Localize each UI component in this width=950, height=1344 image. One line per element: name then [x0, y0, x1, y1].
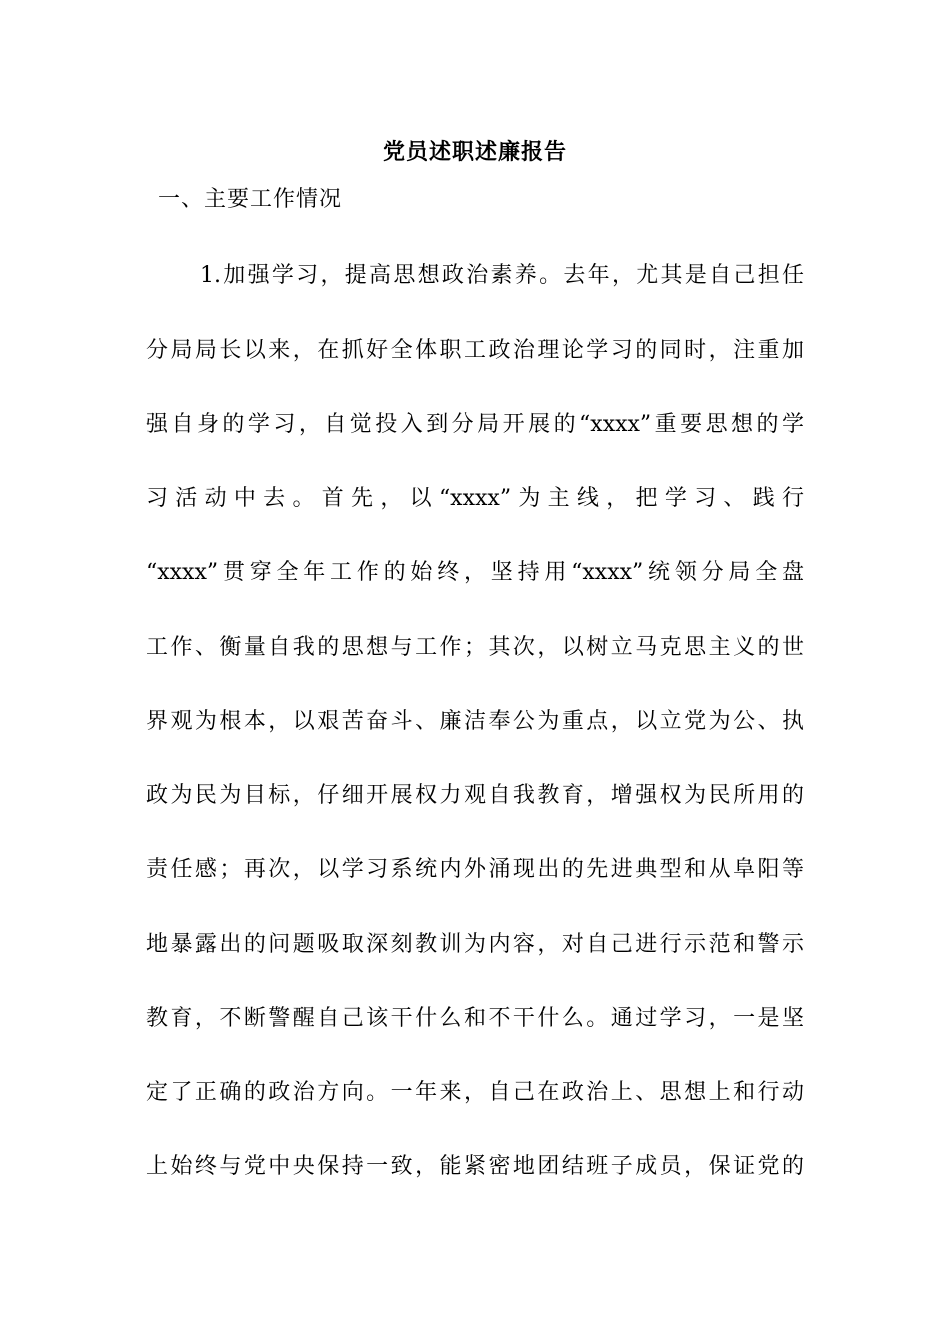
paragraph-line: 习活动中去。首先，以“xxxx”为主线，把学习、践行 — [146, 486, 804, 511]
paragraph-line: 上始终与党中央保持一致，能紧密地团结班子成员，保证党的 — [146, 1154, 804, 1179]
paragraph-line: 1.加强学习，提高思想政治素养。去年，尤其是自己担任 — [200, 263, 804, 288]
paragraph-line: 界观为根本，以艰苦奋斗、廉洁奉公为重点，以立党为公、执 — [146, 709, 804, 734]
paragraph-line: 分局局长以来，在抓好全体职工政治理论学习的同时，注重加 — [146, 338, 804, 363]
paragraph-line: 责任感；再次，以学习系统内外涌现出的先进典型和从阜阳等 — [146, 857, 804, 882]
paragraph-line: 强自身的学习，自觉投入到分局开展的“xxxx”重要思想的学 — [146, 412, 804, 437]
paragraph-line: 定了正确的政治方向。一年来，自己在政治上、思想上和行动 — [146, 1080, 804, 1105]
paragraph-line: 工作、衡量自我的思想与工作；其次，以树立马克思主义的世 — [146, 635, 804, 660]
paragraph-line: 地暴露出的问题吸取深刻教训为内容，对自己进行示范和警示 — [146, 932, 804, 957]
paragraph-line: 教育，不断警醒自己该干什么和不干什么。通过学习，一是坚 — [146, 1006, 804, 1031]
section-heading: 一、主要工作情况 — [158, 187, 343, 212]
document-title: 党员述职述廉报告 — [382, 139, 567, 165]
paragraph-line: 政为民为目标，仔细开展权力观自我教育，增强权为民所用的 — [146, 783, 804, 808]
paragraph-line: “xxxx”贯穿全年工作的始终，坚持用“xxxx”统领分局全盘 — [146, 560, 804, 585]
